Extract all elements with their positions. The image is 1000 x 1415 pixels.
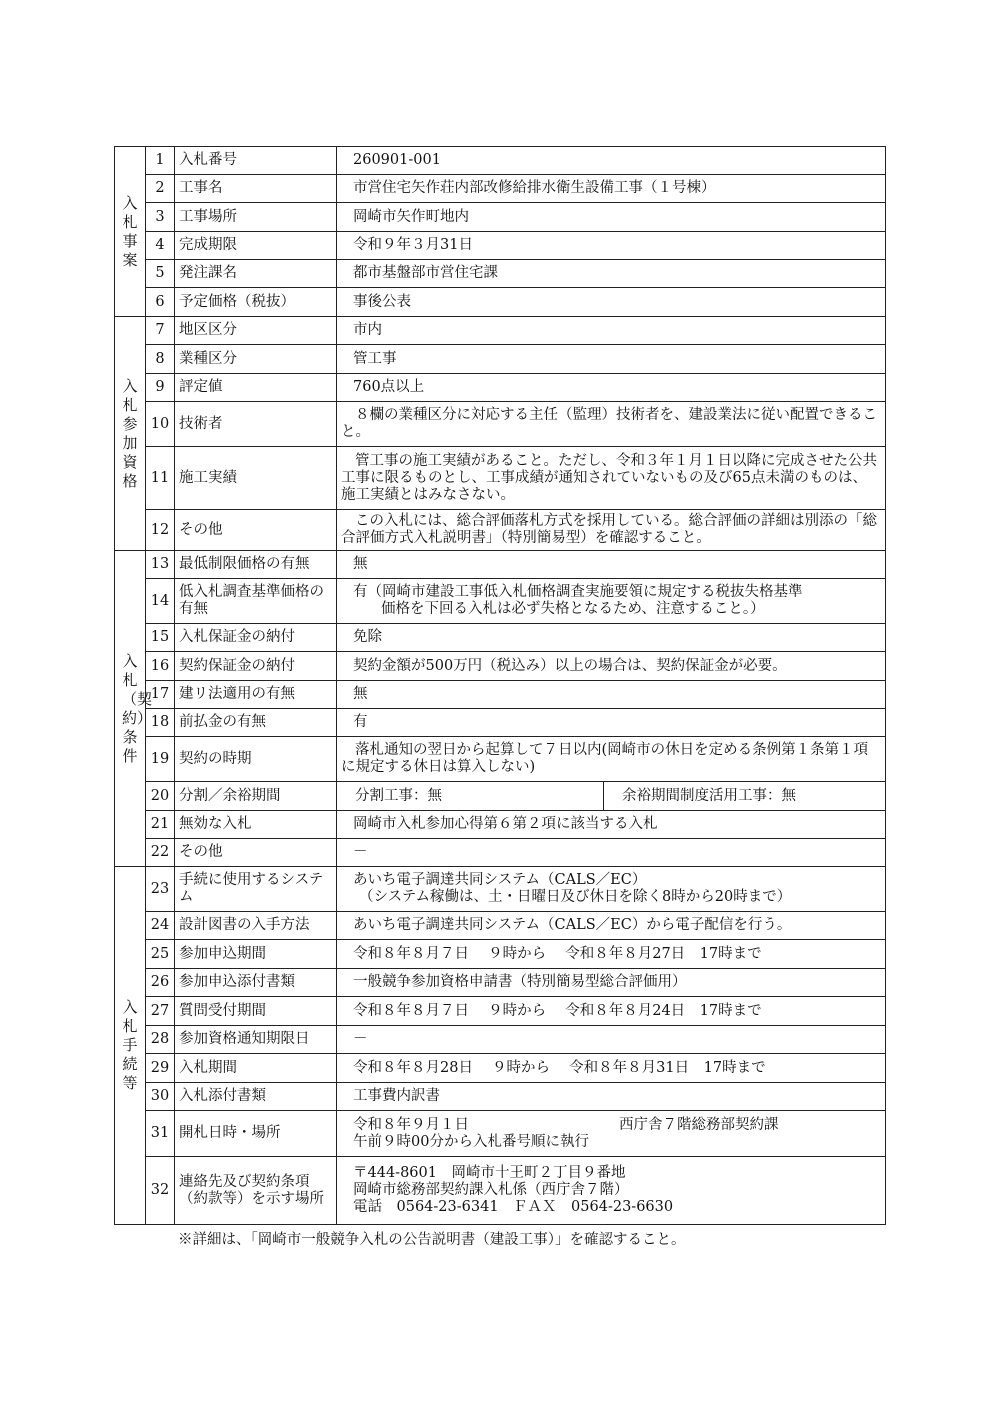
table-row (115, 510, 886, 551)
table-row (115, 175, 886, 203)
row-value: 令和８年８月28日 ９時から 令和８年８月31日 17時まで (337, 1054, 886, 1083)
row-item: 手続に使用するシステム (175, 867, 337, 912)
table-row (115, 147, 886, 175)
row-item: 業種区分 (175, 345, 337, 374)
row-number: 25 (146, 940, 175, 969)
row-value: 有 (337, 709, 886, 737)
section-header: 入札参加資格 (115, 317, 146, 551)
row-item: 参加申込添付書類 (175, 969, 337, 997)
table-row (115, 345, 886, 374)
row-item: 地区区分 (175, 317, 337, 345)
table-row (115, 317, 886, 345)
table-row (115, 1054, 886, 1083)
row-number: 1 (146, 147, 175, 175)
row-number: 13 (146, 551, 175, 579)
table-row (115, 374, 886, 402)
row-number: 11 (146, 447, 175, 510)
row-item: 入札期間 (175, 1054, 337, 1083)
row-number: 30 (146, 1083, 175, 1111)
table-row (115, 839, 886, 867)
table-row (115, 1111, 886, 1157)
row-number: 24 (146, 912, 175, 940)
section-header: 入札事案 (115, 147, 146, 317)
row-item: 工事名 (175, 175, 337, 203)
table-row (115, 1083, 886, 1111)
row-value: 令和９年３月31日 (337, 232, 886, 260)
table-row (115, 260, 886, 288)
row-item: 無効な入札 (175, 811, 337, 839)
row-value: 管工事の施工実績があること。ただし、令和３年１月１日以降に完成させた公共工事に限るものとし、工事成績が通知されていないもの及び65点未満のものは、施工実績とはみなさない。 (337, 447, 886, 510)
table-row (115, 1157, 886, 1225)
row-number: 28 (146, 1026, 175, 1054)
row-item: 参加申込期間 (175, 940, 337, 969)
row-value: 一般競争参加資格申請書（特別簡易型総合評価用） (337, 969, 886, 997)
row-item: 前払金の有無 (175, 709, 337, 737)
table-row (115, 940, 886, 969)
row-item: 完成期限 (175, 232, 337, 260)
row-value: 令和８年９月１日 西庁舎７階総務部契約課 午前９時00分から入札番号順に執行 (337, 1111, 886, 1157)
row-number: 26 (146, 969, 175, 997)
table-row (115, 288, 886, 317)
row-number: 9 (146, 374, 175, 402)
row-number: 22 (146, 839, 175, 867)
row-number: 5 (146, 260, 175, 288)
row-number: 6 (146, 288, 175, 317)
row-value: 令和８年８月７日 ９時から 令和８年８月27日 17時まで (337, 940, 886, 969)
row-item: 予定価格（税抜） (175, 288, 337, 317)
row-value: 岡崎市矢作町地内 (337, 203, 886, 232)
table-row (115, 912, 886, 940)
row-number: 23 (146, 867, 175, 912)
row-number: 18 (146, 709, 175, 737)
row-number: 31 (146, 1111, 175, 1157)
row-number: 10 (146, 402, 175, 447)
row-item: 連絡先及び契約条項（約款等）を示す場所 (175, 1157, 337, 1225)
row-item: 開札日時・場所 (175, 1111, 337, 1157)
row-number: 17 (146, 681, 175, 709)
row-value: 760点以上 (337, 374, 886, 402)
table-row (115, 737, 886, 782)
row-item: 発注課名 (175, 260, 337, 288)
row-number: 27 (146, 997, 175, 1026)
row-value: 有（岡崎市建設工事低入札価格調査実施要領に規定する税抜失格基準 価格を下回る入札は必ず失格となるため、注意すること。） (337, 579, 886, 624)
row-number: 19 (146, 737, 175, 782)
row-value: この入札には、総合評価落札方式を採用している。総合評価の詳細は別添の「総合評価方式入札説明書」（特別簡易型）を確認すること。 (337, 510, 886, 551)
row-item: その他 (175, 839, 337, 867)
table-row (115, 997, 886, 1026)
row-number: 29 (146, 1054, 175, 1083)
row-item: 入札番号 (175, 147, 337, 175)
table-row (115, 402, 886, 447)
table-row (115, 203, 886, 232)
row-item: 建リ法適用の有無 (175, 681, 337, 709)
row-number: 15 (146, 624, 175, 652)
row-item: 工事場所 (175, 203, 337, 232)
table-row (115, 579, 886, 624)
row-number: 2 (146, 175, 175, 203)
row-item: 入札保証金の納付 (175, 624, 337, 652)
row-value: 免除 (337, 624, 886, 652)
row-value: 分割工事：無 余裕期間制度活用工事：無 (337, 782, 886, 811)
row-value: 契約金額が500万円（税込み）以上の場合は、契約保証金が必要。 (337, 652, 886, 681)
row-value: 〒444-8601 岡崎市十王町２丁目９番地 岡崎市総務部契約課入札係（西庁舎７階） 電話 0564-23-6341 ＦＡＸ 0564-23-6630 (337, 1157, 886, 1225)
table-row (115, 681, 886, 709)
table-row (115, 709, 886, 737)
row-item: 契約の時期 (175, 737, 337, 782)
row-value: 260901-001 (337, 147, 886, 175)
footnote: ※詳細は、「岡崎市一般競争入札の公告説明書（建設工事）」を確認すること。 (178, 1232, 686, 1248)
row-item: 質問受付期間 (175, 997, 337, 1026)
row-number: 4 (146, 232, 175, 260)
row-value: 管工事 (337, 345, 886, 374)
row-value: 都市基盤部市営住宅課 (337, 260, 886, 288)
row-value: 工事費内訳書 (337, 1083, 886, 1111)
row-number: 7 (146, 317, 175, 345)
row-value: 落札通知の翌日から起算して７日以内(岡崎市の休日を定める条例第１条第１項に規定する休日は算入しない) (337, 737, 886, 782)
row-item: 低入札調査基準価格の有無 (175, 579, 337, 624)
row-value: 無 (337, 551, 886, 579)
row-item: 施工実績 (175, 447, 337, 510)
row-number: 32 (146, 1157, 175, 1225)
row-item: その他 (175, 510, 337, 551)
row-item: 参加資格通知期限日 (175, 1026, 337, 1054)
table-row (115, 867, 886, 912)
row-value: 令和８年８月７日 ９時から 令和８年８月24日 17時まで (337, 997, 886, 1026)
table-row (115, 232, 886, 260)
row-value: あいち電子調達共同システム（CALS／EC）から電子配信を行う。 (337, 912, 886, 940)
row-value: 市営住宅矢作荘内部改修給排水衛生設備工事（１号棟） (337, 175, 886, 203)
table-row (115, 652, 886, 681)
row-item: 契約保証金の納付 (175, 652, 337, 681)
bid-notice-table (114, 146, 886, 1225)
table-row (115, 811, 886, 839)
row-value: 市内 (337, 317, 886, 345)
row-value: － (337, 839, 886, 867)
section-header: 入札（契約）条件 (115, 551, 146, 867)
row-item: 設計図書の入手方法 (175, 912, 337, 940)
row-item: 分割／余裕期間 (175, 782, 337, 811)
row-number: 16 (146, 652, 175, 681)
row-item: 最低制限価格の有無 (175, 551, 337, 579)
row-value: 事後公表 (337, 288, 886, 317)
row-item: 評定値 (175, 374, 337, 402)
row-number: 14 (146, 579, 175, 624)
row-item: 入札添付書類 (175, 1083, 337, 1111)
row-value: 岡崎市入札参加心得第６第２項に該当する入札 (337, 811, 886, 839)
row-number: 8 (146, 345, 175, 374)
row-number: 3 (146, 203, 175, 232)
row-number: 21 (146, 811, 175, 839)
row-item: 技術者 (175, 402, 337, 447)
section-header: 入札手続等 (115, 867, 146, 1225)
row-number: 12 (146, 510, 175, 551)
row-value: ８欄の業種区分に対応する主任（監理）技術者を、建設業法に従い配置できること。 (337, 402, 886, 447)
row-number: 20 (146, 782, 175, 811)
table-row (115, 551, 886, 579)
table-row (115, 447, 886, 510)
row-value: あいち電子調達共同システム（CALS／EC） （システム稼働は、土・日曜日及び休日を除く8時から20時まで） (337, 867, 886, 912)
table-row (115, 1026, 886, 1054)
table-row (115, 969, 886, 997)
table-row (115, 782, 886, 811)
row-value: 無 (337, 681, 886, 709)
table-row (115, 624, 886, 652)
row-value: － (337, 1026, 886, 1054)
